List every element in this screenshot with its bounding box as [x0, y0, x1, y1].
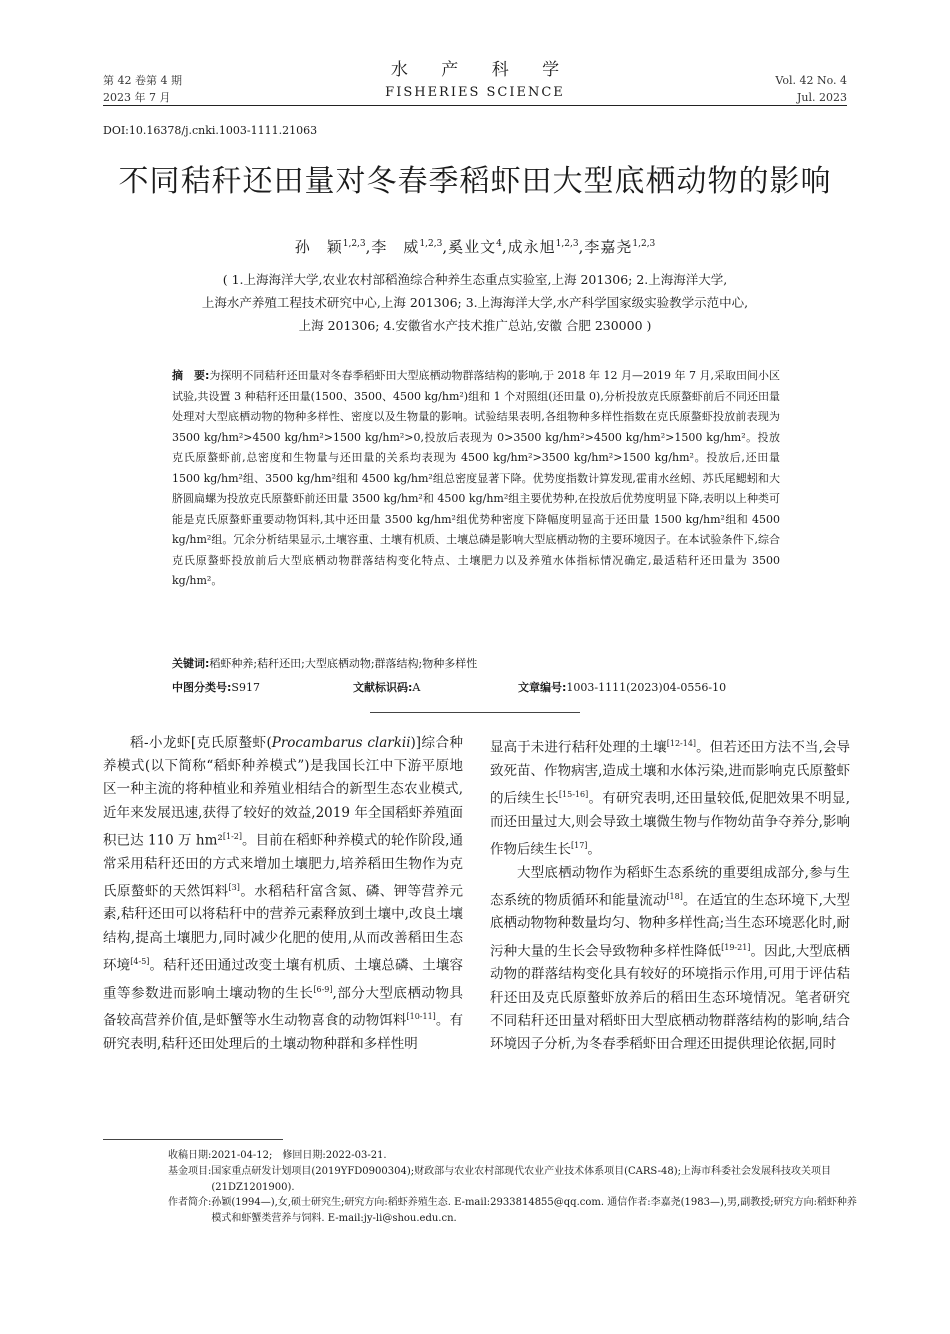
abstract-divider	[370, 712, 580, 713]
citation-ref[interactable]: [10-11]	[406, 1012, 436, 1022]
author-label: 作者简介:	[168, 1197, 212, 1209]
paragraph-text: 。秸秆还田通过改变土壤有机质、土壤总磷、土壤容重等参数进而影响土壤动物的生长	[103, 957, 464, 1002]
affiliation-line: ( 1.上海海洋大学,农业农村部稻渔综合种养生态重点实验室,上海 201306; 2.上海海洋大学,	[222, 272, 728, 287]
author-affiliation-marker: 1,2,3	[555, 239, 579, 249]
footnote-fund	[168, 1164, 858, 1196]
body-paragraph	[103, 732, 463, 1056]
author-separator: ,	[442, 238, 449, 256]
citation-ref[interactable]: [1-2]	[222, 831, 242, 841]
volume-issue-en: Vol. 42 No. 4	[775, 74, 847, 87]
paragraph-text: 。有研究表明,秸秆还田处理后的土壤动物种群和多样性明	[103, 1012, 464, 1052]
abstract-label: 摘 要:	[172, 369, 210, 382]
citation-ref[interactable]: [4-5]	[130, 956, 150, 966]
author-text: 孙颖(1994—),女,硕士研究生;研究方向:稻虾养殖生态. E-mail:2933814855@qq.com. 通信作者:李嘉尧(1983—),男,副教授;研究方向:稻虾种养模式和虾蟹类营养与饲料. E-mail:jy-li@shou.edu.cn.	[211, 1197, 857, 1225]
paragraph-text: 。有研究表明,还田量较低,促肥效果不明显,而还田量过大,则会导致土壤微生物与作物幼苗争夺养分,影响作物后续生长	[490, 790, 850, 858]
paragraph-text: 显高于未进行秸秆处理的土壤	[490, 739, 667, 756]
date-cn: 2023 年 7 月	[103, 91, 171, 104]
paragraph-text: 大型底栖动物作为稻虾生态系统的重要组成部分,参与生态系统的物质循环和能量流动	[490, 864, 850, 909]
issue-info-right	[775, 72, 847, 106]
affiliations	[100, 268, 850, 337]
footnote-rule	[103, 1139, 283, 1140]
citation-ref[interactable]: [6-9]	[313, 984, 333, 994]
author-affiliation-marker: 1,2,3	[419, 239, 443, 249]
citation-ref[interactable]: [19-21]	[721, 942, 751, 952]
received-text: 2021-04-12; 修回日期:2022-03-21.	[211, 1150, 387, 1161]
abstract	[172, 366, 780, 592]
clc-label: 中图分类号:	[172, 681, 232, 694]
header-rule	[103, 105, 847, 106]
volume-issue-cn: 第 42 卷第 4 期	[103, 74, 182, 87]
fund-text: 国家重点研发计划项目(2019YFD0900304);财政部与农业农村部现代农业产业技术体系项目(CARS-48);上海市科委社会发展科技攻关项目(21DZ1201900).	[211, 1165, 831, 1193]
paragraph-text: 。在适宜的生态环境下,大型底栖动物物种数量均匀、物种多样性高;当生态环境恶化时,耐污种大量的生长会导致物种多样性降低	[490, 892, 850, 960]
journal-name-en: FISHERIES SCIENCE	[385, 85, 565, 100]
body-column-right	[490, 732, 850, 1056]
doi: DOI:10.16378/j.cnki.1003-1111.21063	[103, 124, 318, 137]
author-name: 成永旭	[507, 238, 556, 256]
abstract-text: 为探明不同秸秆还田量对冬春季稻虾田大型底栖动物群落结构的影响,于 2018 年 12 月—2019 年 7 月,采取田间小区试验,共设置 3 种秸秆还田量(1500、3500、4500 kg/hm²)组和 1 个对照组(还田量 0),分析投放克氏原螯虾前后不同还田量处理对大型底栖动物的物种多样性、密度以及生物量的影响。试验结果表明,各组物种多样性指数在克氏原螯虾投放前表现为 3500 kg/hm²>4500 kg/hm²>1500 kg/hm²>0,投放后表现为 0>3500 kg/hm²>4500 kg/hm²>1500 kg/hm²。投放克氏原螯虾前,总密度和生物量与还田量的关系均表现为 4500 kg/hm²>3500 kg/hm²>1500 kg/hm²。投放后,还田量 1500 kg/hm²组、3500 kg/hm²组和 4500 kg/hm²组总密度显著下降。优势度指数计算发现,霍甫水丝蚓、苏氏尾鳃蚓和大脐圆扁螺为投放克氏原螯虾前还田量 3500 kg/hm²和 4500 kg/hm²组主要优势种,在投放后优势度明显下降,表明以上种类可能是克氏原螯虾重要动物饵料,其中还田量 3500 kg/hm²组优势种密度下降幅度明显高于还田量 1500 kg/hm²组和 4500 kg/hm²组。冗余分析结果显示,土壤容重、土壤有机质、土壤总磷是影响大型底栖动物的主要环境因子。在本试验条件下,综合克氏原螯虾投放前后大型底栖动物群落结构变化特点、土壤肥力以及养殖水体指标情况确定,最适秸秆还田量为 3500 kg/hm²。	[172, 369, 781, 587]
author-name: 李嘉尧	[584, 238, 633, 256]
author-affiliation-marker: 1,2,3	[632, 239, 656, 249]
author-separator: ,	[365, 238, 372, 256]
author-affiliation-marker: 1,2,3	[342, 239, 366, 249]
affiliation-line: 上海 201306; 4.安徽省水产技术推广总站,安徽 合肥 230000 )	[298, 318, 652, 333]
body-paragraph	[490, 732, 850, 862]
doc-label: 文献标识码:	[353, 681, 413, 694]
paragraph-text: 。	[587, 841, 601, 858]
citation-ref[interactable]: [3]	[228, 882, 240, 892]
paper-title: 不同秸秆还田量对冬春季稻虾田大型底栖动物的影响	[118, 164, 832, 199]
body-column-left	[103, 732, 463, 1056]
citation-ref[interactable]: [15-16]	[558, 789, 589, 799]
footnote-received	[168, 1148, 858, 1164]
document-code	[353, 678, 420, 698]
paragraph-text: 稻-小龙虾[克氏原螯虾(Procambarus clarkii)]综合种养模式(以下简称“稻虾种养模式”)是我国长江中下游平原地区一种主流的将种植业和养殖业相结合的新型生态农业模式,近年来发展迅速,获得了较好的效益,2019 年全国稻虾养殖面积已达 110 万 hm²	[103, 735, 463, 849]
author-name: 孙 颖	[294, 238, 343, 256]
received-label: 收稿日期:	[168, 1150, 212, 1161]
keywords-label: 关键词:	[172, 657, 210, 670]
doc-value: A	[412, 681, 421, 694]
citation-ref[interactable]: [18]	[666, 891, 683, 901]
citation-ref[interactable]: [12-14]	[666, 739, 697, 748]
author-name: 李 威	[371, 238, 420, 256]
footnotes	[168, 1148, 858, 1227]
author-affiliation-marker: 4	[496, 239, 502, 249]
paragraph-text: 。因此,大型底栖动物的群落结构变化具有较好的环境指示作用,可用于评估秸秆还田及克氏原螯虾放养后的稻田生态环境情况。笔者研究不同秸秆还田量对稻虾田大型底栖动物群落结构的影响,结合环境因子分析,为冬春季稻虾田合理还田提供理论依据,同时	[490, 943, 850, 1052]
author-list	[100, 233, 850, 258]
paragraph-text: 。目前在稻虾种养模式的轮作阶段,通常采用秸秆还田的方式来增加土壤肥力,培养稻田生物作为克氏原螯虾的天然饵料	[103, 832, 463, 900]
paragraph-text: 。水稻秸秆富含氮、磷、钾等营养元素,秸秆还田可以将秸秆中的营养元素释放到土壤中,改良土壤结构,提高土壤肥力,同时减少化肥的使用,从而改善稻田生态环境	[103, 883, 464, 974]
author-separator: ,	[501, 238, 508, 256]
date-en: Jul. 2023	[797, 91, 847, 104]
journal-name-cn: 水 产 科 学	[390, 60, 574, 80]
body-paragraph	[490, 862, 850, 1057]
footnote-author	[168, 1195, 858, 1227]
paragraph-text: 。但若还田方法不当,会导致死苗、作物病害,造成土壤和水体污染,进而影响克氏原螯虾的后续生长	[490, 739, 851, 807]
clc-value: S917	[231, 681, 260, 694]
affiliation-line: 上海水产养殖工程技术研究中心,上海 201306; 3.上海海洋大学,水产科学国家级实验教学示范中心,	[201, 295, 749, 310]
keywords	[172, 654, 780, 674]
author-name: 奚业文	[448, 238, 497, 256]
article-value: 1003-1111(2023)04-0556-10	[566, 681, 727, 694]
article-label: 文章编号:	[518, 681, 567, 694]
author-separator: ,	[578, 238, 585, 256]
fund-label: 基金项目:	[168, 1165, 212, 1177]
article-number	[518, 678, 726, 698]
citation-ref[interactable]: [17]	[571, 840, 588, 850]
paragraph-text: ,部分大型底栖动物具备较高营养价值,是虾蟹等水生动物喜食的动物饵料	[103, 985, 464, 1029]
clc-number	[172, 678, 260, 698]
keywords-text: 稻虾种养;秸秆还田;大型底栖动物;群落结构;物种多样性	[209, 657, 478, 670]
